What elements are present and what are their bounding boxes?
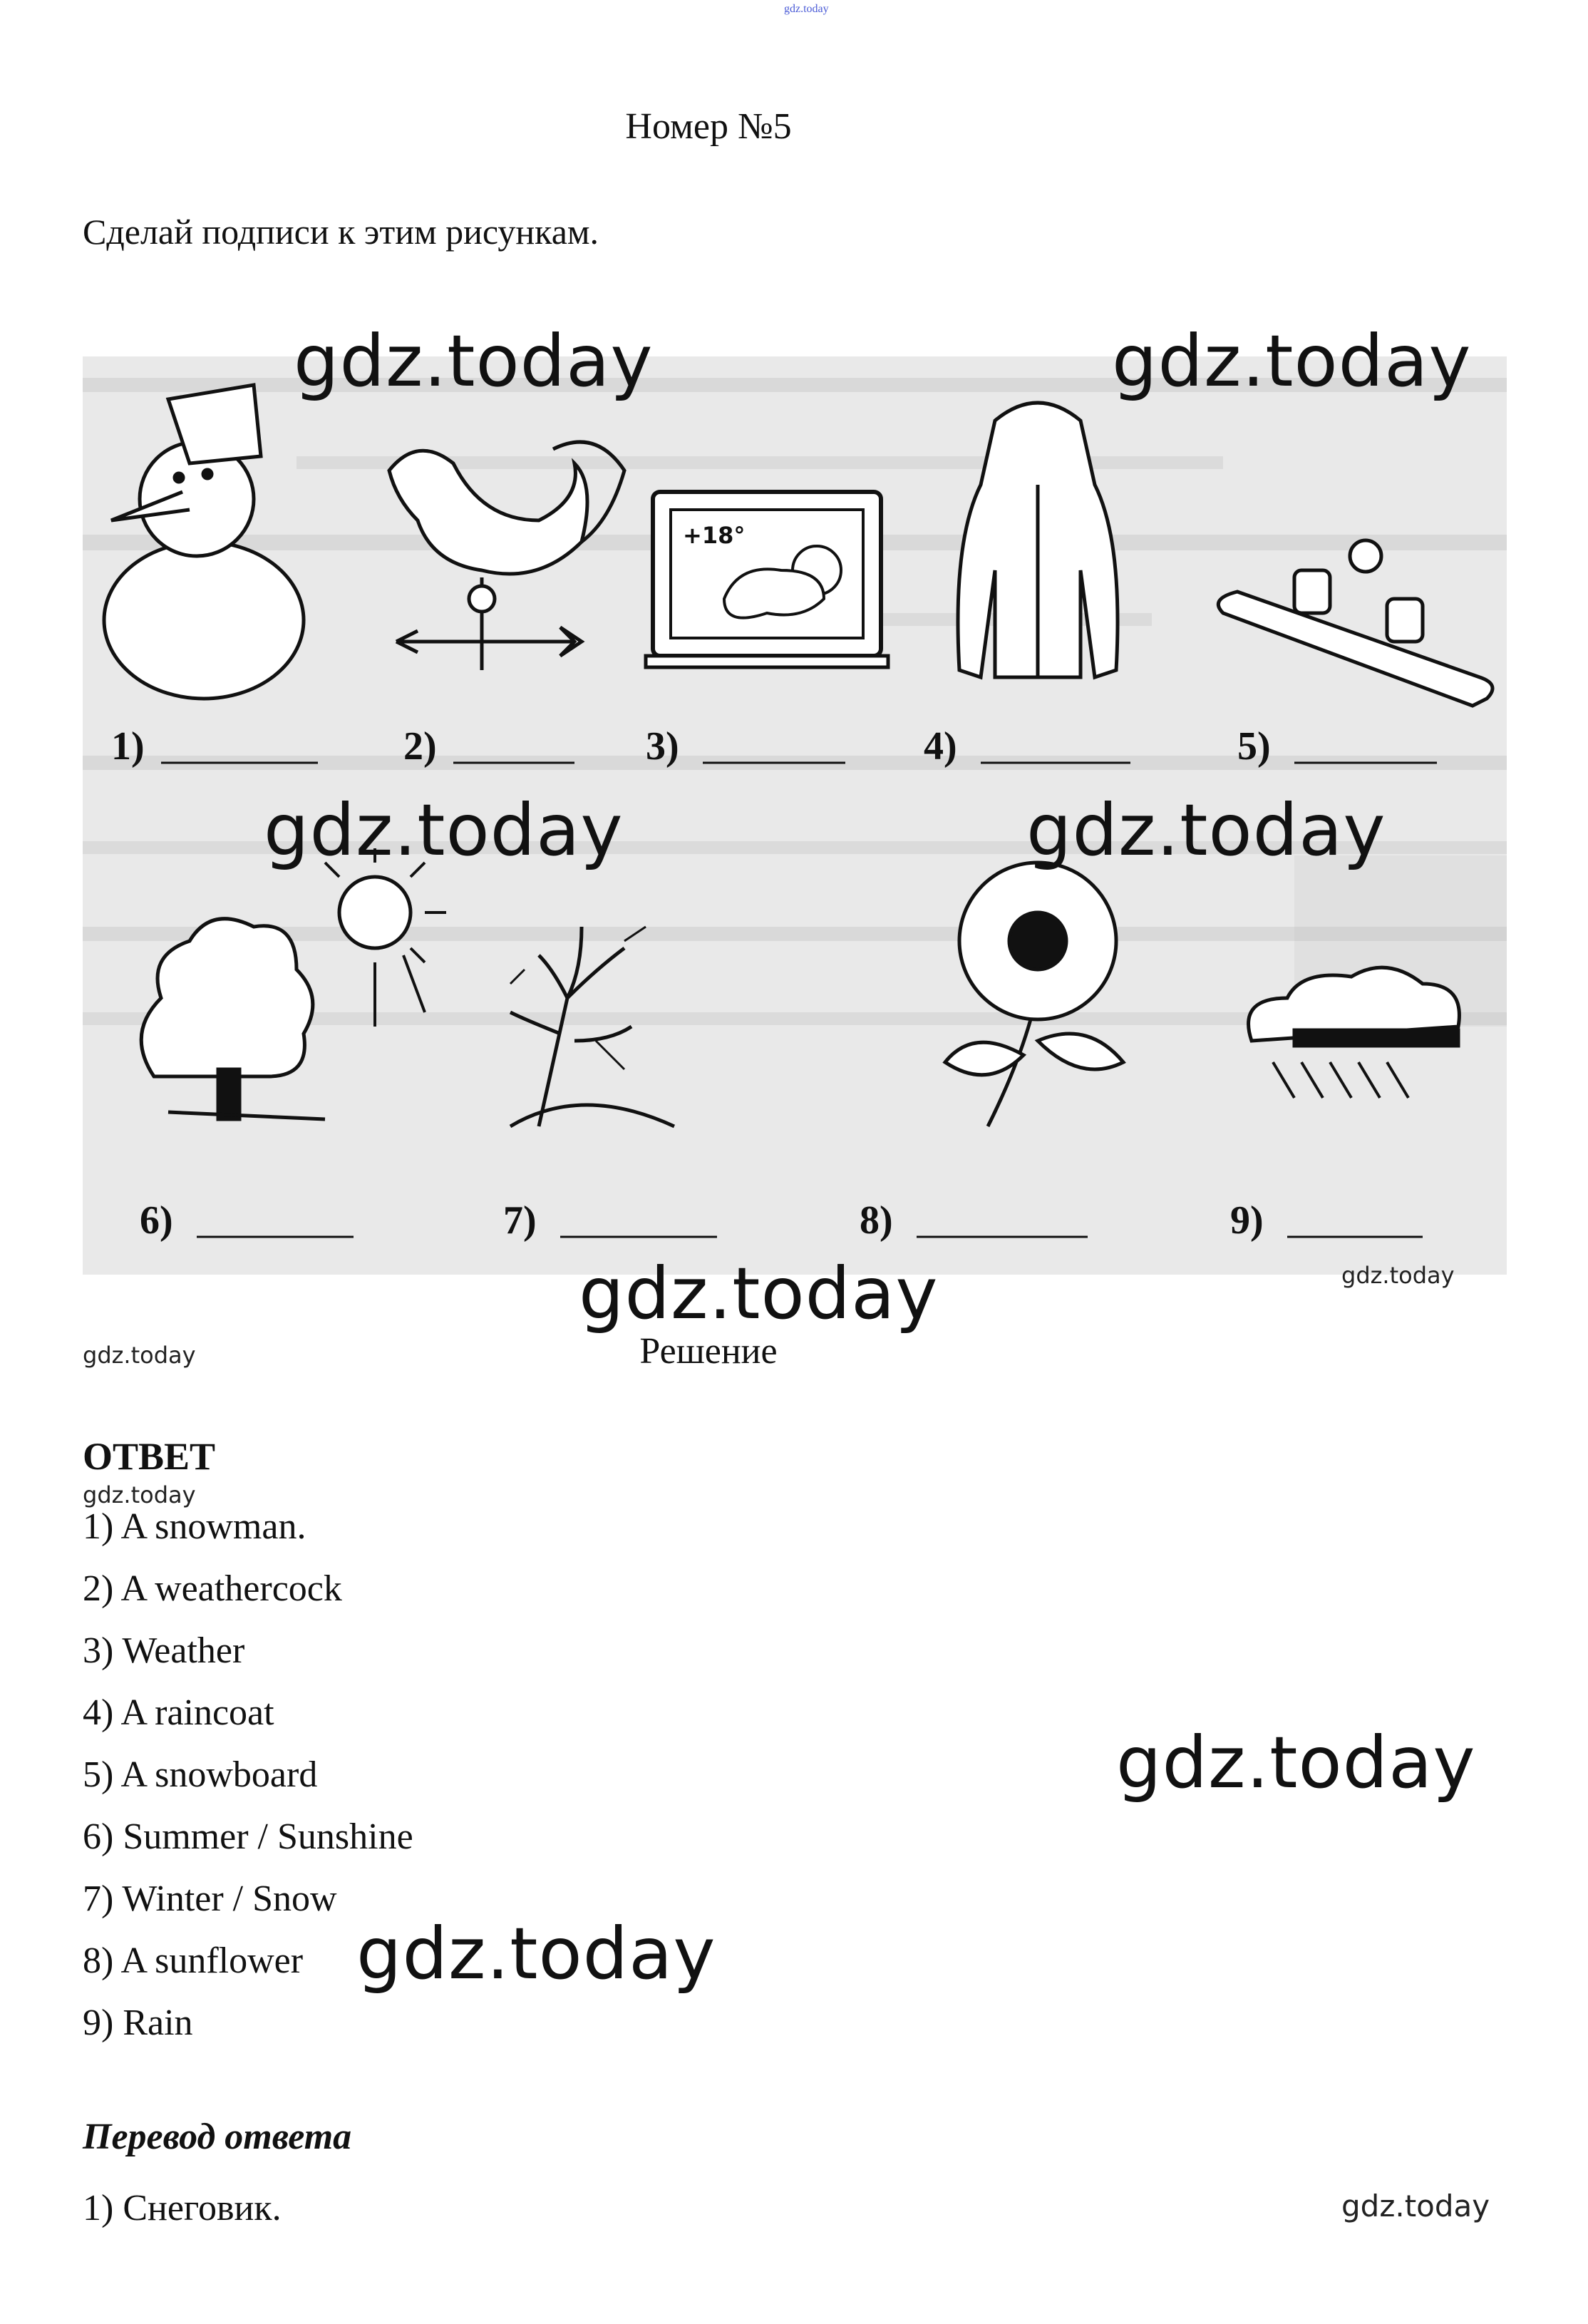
- answer-item: 5) A snowboard: [83, 1754, 318, 1795]
- label-5: 5): [1237, 724, 1271, 768]
- watermark-small: gdz.today: [1341, 1262, 1455, 1289]
- watermark: gdz.today: [294, 319, 654, 403]
- watermark: gdz.today: [1112, 319, 1472, 403]
- translation-heading: Перевод ответа: [83, 2117, 352, 2157]
- watermark: gdz.today: [579, 1252, 939, 1335]
- watermark: gdz.today: [1116, 1721, 1476, 1804]
- answer-item: 6) Summer / Sunshine: [83, 1816, 413, 1857]
- answer-item: 3) Weather: [83, 1630, 245, 1671]
- answer-item: 9) Rain: [83, 2002, 193, 2043]
- label-2: 2): [403, 724, 437, 768]
- label-3: 3): [646, 724, 679, 768]
- answer-item: 8) A sunflower: [83, 1940, 304, 1981]
- top-watermark: gdz.today: [784, 3, 829, 15]
- watermark-small: gdz.today: [1341, 2189, 1490, 2223]
- page-title: Номер №5: [625, 106, 792, 147]
- label-8: 8): [860, 1198, 893, 1243]
- answer-item: 4) A raincoat: [83, 1692, 274, 1733]
- solution-label: Решение: [639, 1331, 778, 1372]
- instruction-text: Сделай подписи к этим рисункам.: [83, 212, 599, 252]
- answer-heading: ОТВЕТ: [83, 1435, 216, 1478]
- answer-item: 2) A weathercock: [83, 1568, 342, 1609]
- label-1: 1): [111, 724, 145, 768]
- watermark-small: gdz.today: [83, 1481, 196, 1508]
- answer-list: [83, 1496, 413, 2054]
- watermark-small: gdz.today: [83, 1342, 196, 1369]
- watermark: gdz.today: [264, 788, 624, 872]
- answer-item: 7) Winter / Snow: [83, 1878, 337, 1919]
- watermark: gdz.today: [356, 1912, 716, 1995]
- answer-item: 1) A snowman.: [83, 1506, 306, 1547]
- label-7: 7): [503, 1198, 537, 1243]
- label-6: 6): [140, 1198, 173, 1243]
- watermark: gdz.today: [1026, 788, 1386, 872]
- translation-item: 1) Снеговик.: [83, 2188, 282, 2228]
- translation-list: [83, 2177, 282, 2239]
- tv-temperature: +18°: [683, 522, 746, 549]
- label-4: 4): [924, 724, 957, 768]
- label-9: 9): [1230, 1198, 1264, 1243]
- tv-weather-icon: [646, 492, 888, 667]
